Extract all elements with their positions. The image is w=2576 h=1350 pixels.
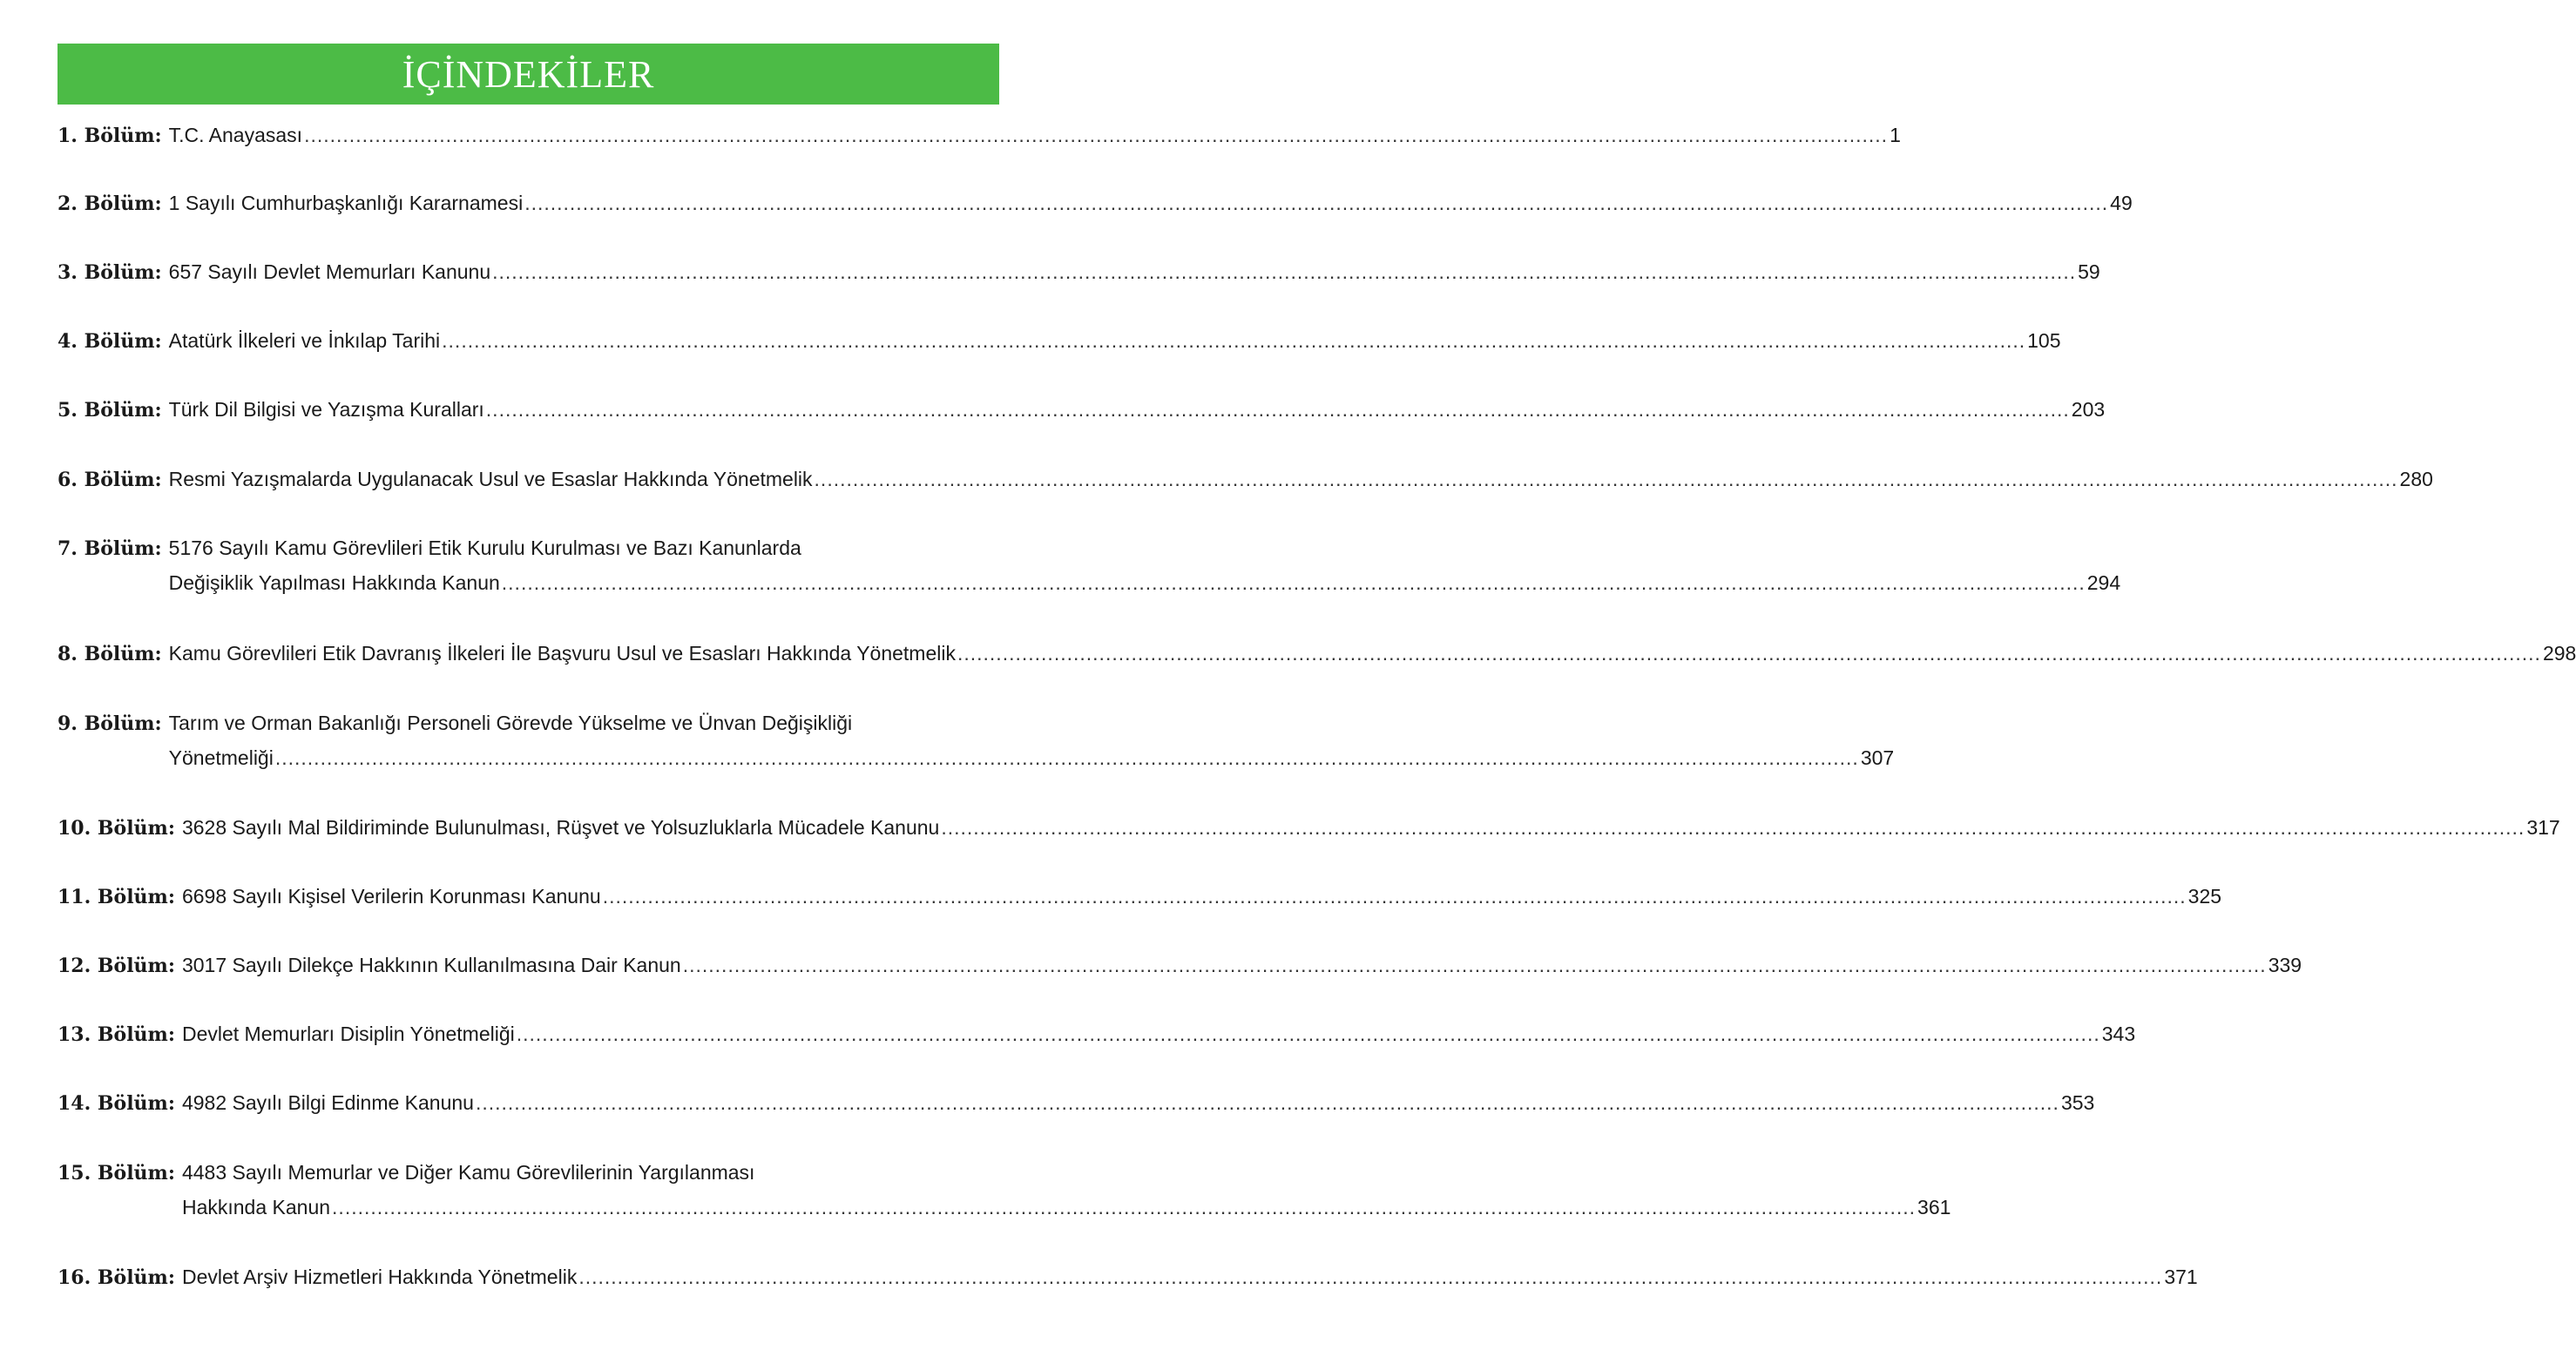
toc-entry-title: 4982 Sayılı Bilgi Edinme Kanunu — [181, 1091, 474, 1114]
toc-entry — [57, 1085, 2095, 1120]
toc-entry-title-continued: Değişiklik Yapılması Hakkında Kanun — [168, 571, 500, 594]
toc-entry-title: Devlet Arşiv Hizmetleri Hakkında Yönetmelik — [181, 1266, 578, 1288]
toc-title-banner — [57, 44, 999, 105]
toc-entry — [57, 254, 2100, 289]
toc-entry-label: 8. Bölüm: — [57, 643, 162, 665]
toc-entry-label: 14. Bölüm: — [57, 1092, 175, 1115]
toc-entry — [57, 530, 2121, 600]
toc-entry — [57, 705, 1895, 775]
toc-entry — [57, 810, 2560, 845]
dot-leader — [442, 323, 2025, 358]
dot-leader — [502, 565, 2086, 600]
dot-leader — [603, 879, 2187, 914]
toc-entry-label: 7. Bölüm: — [57, 537, 162, 560]
toc-entry-title: 6698 Sayılı Kişisel Verilerin Korunması Kanunu — [181, 885, 601, 908]
dot-leader — [486, 392, 2070, 427]
dot-leader — [524, 186, 2108, 220]
page-title: İÇİNDEKİLER — [402, 52, 655, 96]
toc-entry — [57, 323, 2061, 358]
toc-entry-label: 10. Bölüm: — [57, 817, 175, 840]
dot-leader — [941, 810, 2525, 845]
toc-entry-page: 353 — [2060, 1091, 2095, 1114]
toc-entry-title: 4483 Sayılı Memurlar ve Diğer Kamu Görevlilerinin Yargılanması — [181, 1161, 755, 1184]
toc-entry-label: 2. Bölüm: — [57, 192, 162, 215]
dot-leader — [304, 118, 1888, 152]
toc-entry-page: 371 — [2164, 1266, 2198, 1288]
toc-entry-title: 657 Sayılı Devlet Memurları Kanunu — [168, 260, 491, 283]
toc-entry — [57, 392, 2106, 427]
toc-entry-label: 1. Bölüm: — [57, 125, 162, 147]
toc-entry — [57, 948, 2302, 982]
toc-entry-title-continued: Hakkında Kanun — [181, 1196, 331, 1218]
toc-entry — [57, 879, 2222, 914]
toc-entry — [57, 186, 2133, 220]
toc-entry-title: Devlet Memurları Disiplin Yönetmeliği — [181, 1023, 515, 1045]
toc-entry-title: Atatürk İlkeleri ve İnkılap Tarihi — [168, 329, 441, 352]
toc-entry-label: 4. Bölüm: — [57, 330, 162, 353]
dot-leader — [683, 948, 2267, 982]
dot-leader — [492, 254, 2076, 289]
toc-entry-title: 5176 Sayılı Kamu Görevlileri Etik Kurulu Kurulması ve Bazı Kanunlarda — [168, 537, 801, 559]
toc-entry-label: 16. Bölüm: — [57, 1266, 175, 1289]
dot-leader — [476, 1085, 2059, 1120]
toc-entry-title: 3628 Sayılı Mal Bildiriminde Bulunulması, Rüşvet ve Yolsuzluklarla Mücadele Kanunu — [181, 816, 940, 839]
toc-entry-page: 317 — [2526, 816, 2560, 839]
toc-entry-title: Kamu Görevlileri Etik Davranış İlkeleri İle Başvuru Usul ve Esasları Hakkında Yönetmelik — [168, 642, 956, 665]
toc-entry-title: 1 Sayılı Cumhurbaşkanlığı Kararnamesi — [168, 192, 524, 214]
toc-entry — [57, 462, 2433, 496]
toc-entry-page: 203 — [2071, 398, 2106, 421]
toc-entry-page: 1 — [1890, 124, 1901, 146]
toc-entry-page: 343 — [2101, 1023, 2136, 1045]
dot-leader — [332, 1190, 1916, 1225]
toc-entry-label: 5. Bölüm: — [57, 399, 162, 422]
toc-entry — [57, 1259, 2198, 1294]
toc-entry-page: 280 — [2399, 468, 2433, 490]
toc-entry-title: Türk Dil Bilgisi ve Yazışma Kuralları — [168, 398, 484, 421]
dot-leader — [275, 740, 1859, 775]
toc-entry-label: 6. Bölüm: — [57, 469, 162, 491]
toc-entry-page: 298 — [2542, 642, 2576, 665]
toc-entry — [57, 1155, 1951, 1225]
toc-entry-title: Tarım ve Orman Bakanlığı Personeli Görevde Yükselme ve Ünvan Değişikliği — [168, 712, 853, 734]
toc-entry — [57, 1016, 2136, 1051]
toc-entry-title: Resmi Yazışmalarda Uygulanacak Usul ve Esaslar Hakkında Yönetmelik — [168, 468, 813, 490]
toc-entry-page: 307 — [1860, 746, 1895, 769]
toc-entry-page: 339 — [2268, 954, 2302, 976]
toc-entry-title: 3017 Sayılı Dilekçe Hakkının Kullanılmasına Dair Kanun — [181, 954, 681, 976]
toc-entry-page: 294 — [2086, 571, 2121, 594]
toc-entry — [57, 118, 1901, 152]
dot-leader — [957, 636, 2541, 671]
toc-entry-label: 15. Bölüm: — [57, 1162, 175, 1185]
toc-entry-title: T.C. Anayasası — [168, 124, 303, 146]
toc-entry-label: 3. Bölüm: — [57, 261, 162, 284]
toc-entry-page: 361 — [1917, 1196, 1951, 1218]
toc-entry-label: 11. Bölüm: — [57, 886, 175, 908]
toc-entry-title-continued: Yönetmeliği — [168, 746, 274, 769]
dot-leader — [578, 1259, 2162, 1294]
dot-leader — [517, 1016, 2100, 1051]
toc-entry-label: 9. Bölüm: — [57, 712, 162, 735]
toc-entry-label: 13. Bölüm: — [57, 1023, 175, 1046]
toc-entry-page: 49 — [2110, 192, 2133, 214]
toc-entry-label: 12. Bölüm: — [57, 955, 175, 977]
toc-entry-page: 105 — [2027, 329, 2061, 352]
toc-entry-page: 59 — [2078, 260, 2100, 283]
toc-entry-page: 325 — [2187, 885, 2222, 908]
dot-leader — [815, 462, 2398, 496]
toc-entry — [57, 636, 2576, 671]
